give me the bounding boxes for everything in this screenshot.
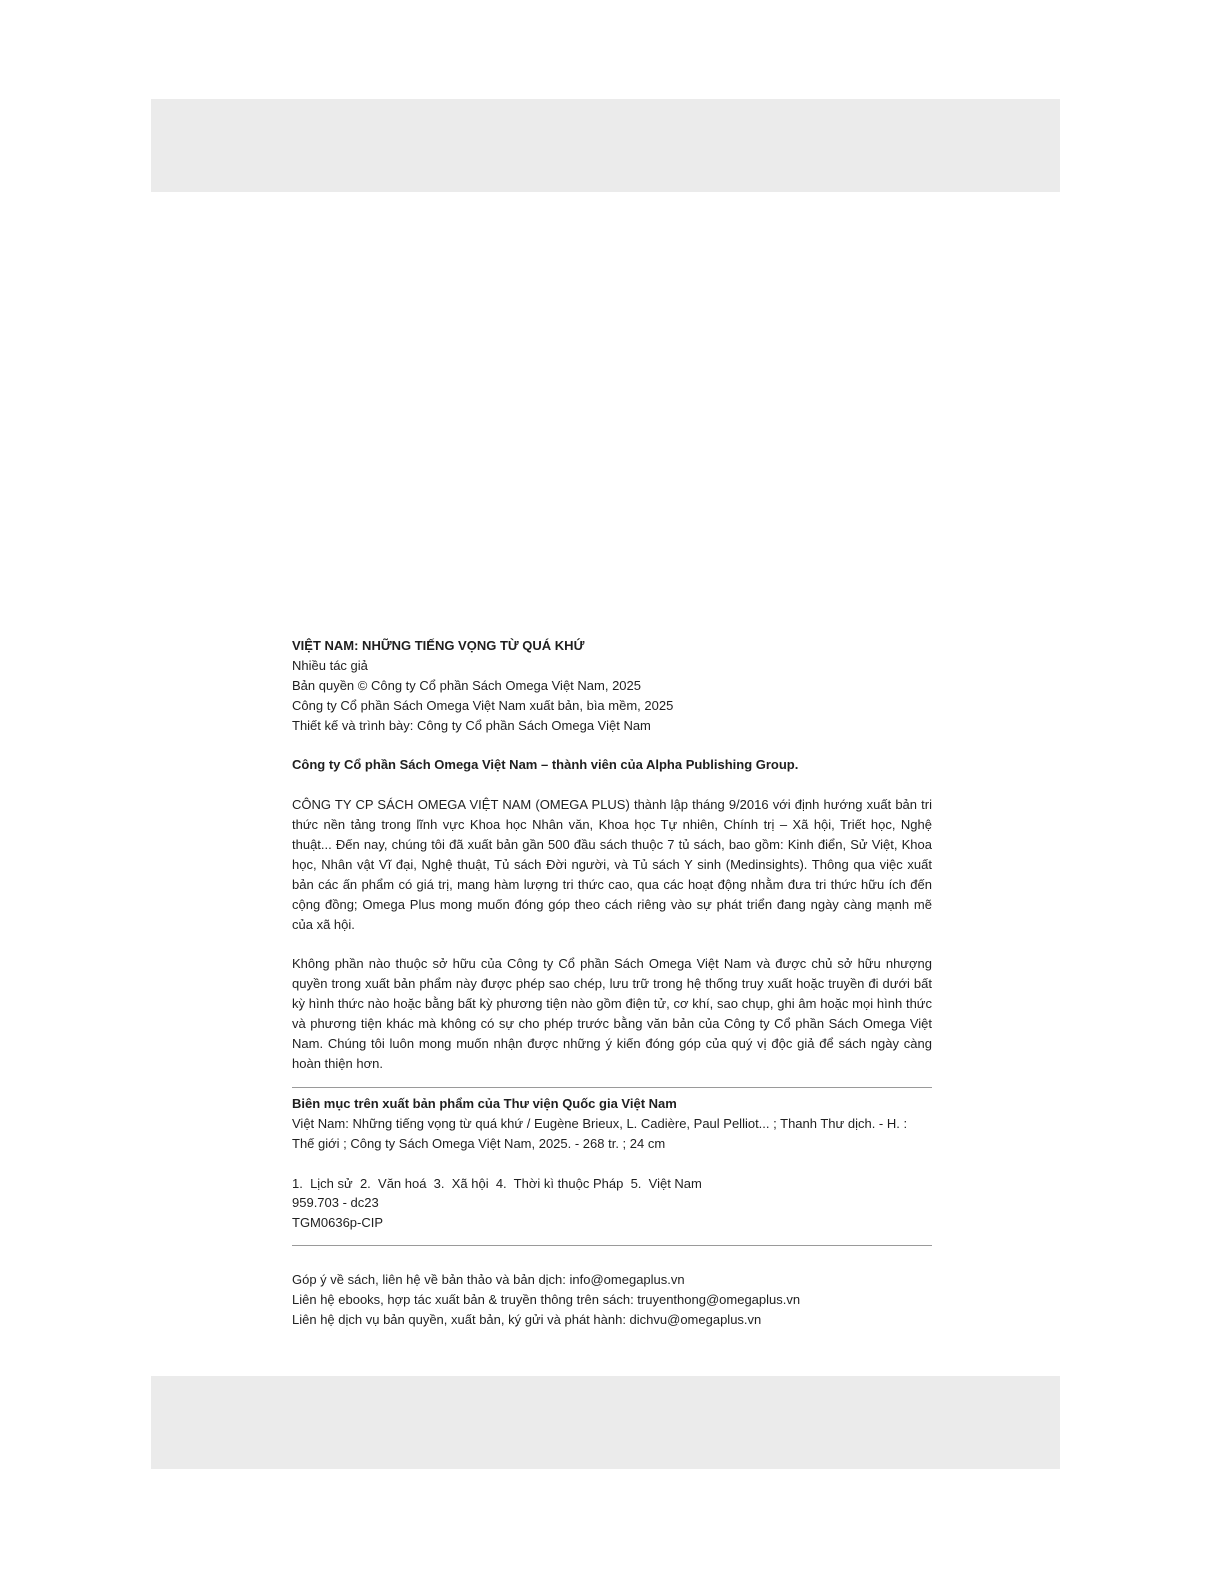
catalog-heading: Biên mục trên xuất bản phẩm của Thư viện Quốc gia Việt Nam xyxy=(292,1095,677,1111)
top-gray-band xyxy=(151,99,1060,192)
contacts-section xyxy=(292,1270,932,1330)
divider xyxy=(292,1087,932,1088)
catalog-classification: 959.703 - dc23 xyxy=(292,1195,379,1211)
contact-ebooks: Liên hệ ebooks, hợp tác xuất bản & truyền thông trên sách: truyenthong@omegaplus.vn xyxy=(292,1292,801,1308)
design-line: Thiết kế và trình bày: Công ty Cổ phần Sách Omega Việt Nam xyxy=(292,717,651,733)
catalog-section xyxy=(292,1094,932,1233)
bottom-gray-band xyxy=(151,1376,1060,1469)
authors-line: Nhiều tác giả xyxy=(292,657,368,673)
contact-services: Liên hệ dịch vụ bản quyền, xuất bản, ký gửi và phát hành: dichvu@omegaplus.vn xyxy=(292,1312,762,1328)
divider xyxy=(292,1245,932,1246)
member-line: Công ty Cổ phần Sách Omega Việt Nam – thành viên của Alpha Publishing Group. xyxy=(292,757,799,773)
about-paragraph: CÔNG TY CP SÁCH OMEGA VIỆT NAM (OMEGA PLUS) thành lập tháng 9/2016 với định hướng xuất bản tri thức nền tảng trong lĩnh vực Khoa học Nhân văn, Khoa học Tự nhiên, Chính trị – Xã hội, Triết học, Nghệ thuật... Đến nay, chúng tôi đã xuất bản gần 500 đầu sách thuộc 7 tủ sách, bao gồm: Kinh điển, Sử Việt, Khoa học, Nhân vật Vĩ đại, Nghệ thuật, Tủ sách Đời người, và Tủ sách Y sinh (Medinsights). Thông qua việc xuất bản các ấn phẩm có giá trị, mang hàm lượng tri thức cao, qua các hoạt động nhằm đưa tri thức hữu ích đến cộng đồng; Omega Plus mong muốn đóng góp theo cách riêng vào sự phát triển đang ngày càng mạnh mẽ của xã hội. xyxy=(292,797,932,932)
copyright-page-content xyxy=(292,636,932,1330)
catalog-code: TGM0636p-CIP xyxy=(292,1215,384,1231)
spacer xyxy=(292,935,932,955)
book-title: VIỆT NAM: NHỮNG TIẾNG VỌNG TỪ QUÁ KHỨ xyxy=(292,638,585,653)
spacer xyxy=(292,1154,932,1174)
catalog-entry: Việt Nam: Những tiếng vọng từ quá khứ / Eugène Brieux, L. Cadière, Paul Pelliot... ; Thanh Thư dịch. - H. : Thế giới ; Công ty Sách Omega Việt Nam, 2025. - 268 tr. ; 24 cm xyxy=(292,1115,908,1151)
spacer xyxy=(292,775,932,795)
publisher-line: Công ty Cổ phần Sách Omega Việt Nam xuất bản, bìa mềm, 2025 xyxy=(292,697,674,713)
catalog-subjects: 1. Lịch sử 2. Văn hoá 3. Xã hội 4. Thời kì thuộc Pháp 5. Việt Nam xyxy=(292,1175,702,1191)
contact-feedback: Góp ý về sách, liên hệ về bản thảo và bản dịch: info@omegaplus.vn xyxy=(292,1272,685,1288)
rights-paragraph: Không phần nào thuộc sở hữu của Công ty Cổ phần Sách Omega Việt Nam và được chủ sở hữu nhượng quyền trong xuất bản phẩm này được phép sao chép, lưu trữ trong hệ thống truy xuất hoặc truyền đi dưới bất kỳ hình thức nào hoặc bằng bất kỳ phương tiện nào gồm điện tử, cơ khí, sao chụp, ghi âm hoặc mọi hình thức và phương tiện khác mà không có sự cho phép trước bằng văn bản của Công ty Cổ phần Sách Omega Việt Nam. Chúng tôi luôn mong muốn nhận được những ý kiến đóng góp của quý vị độc giả để sách ngày càng hoàn thiện hơn. xyxy=(292,956,932,1071)
spacer xyxy=(292,736,932,756)
copyright-line: Bản quyền © Công ty Cổ phần Sách Omega Việt Nam, 2025 xyxy=(292,677,641,693)
